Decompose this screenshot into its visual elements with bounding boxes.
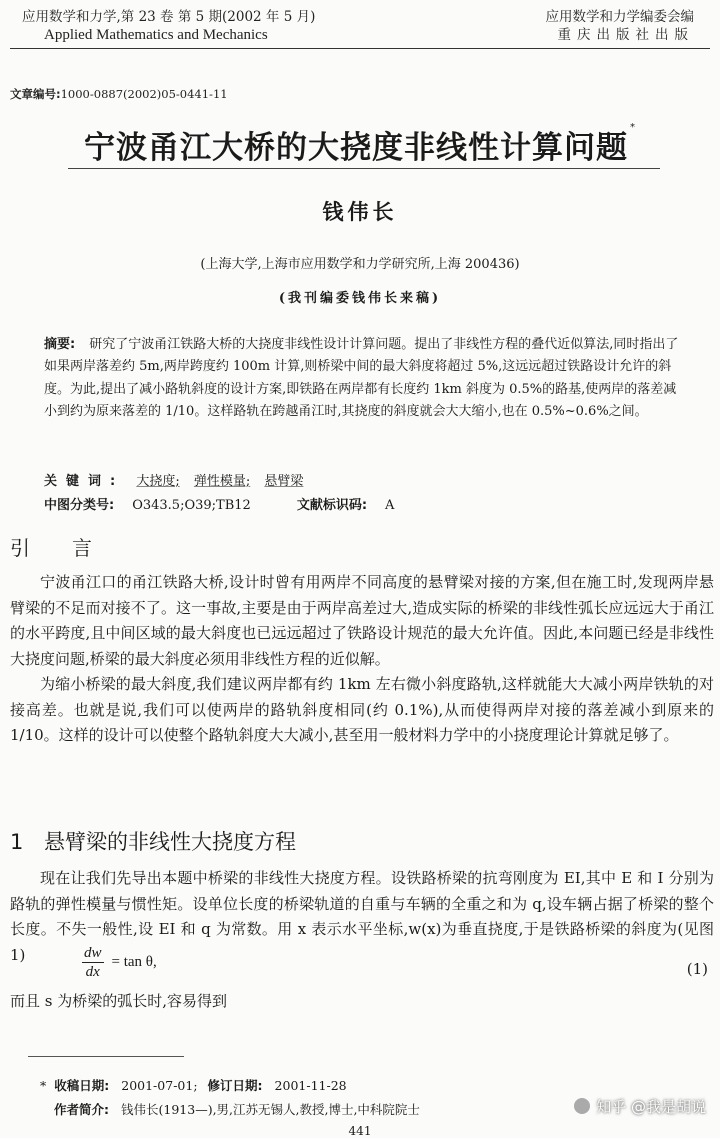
- author-name: 钱伟长: [322, 199, 398, 224]
- section-heading-char: 言: [72, 536, 92, 560]
- section-heading-1: [10, 826, 296, 856]
- section-heading-introduction: [10, 532, 92, 561]
- paragraph-text: 宁波甬江口的甬江铁路大桥,设计时曾有用两岸不同高度的悬臂梁对接的方案,但在施工时,发现两岸悬臂梁的不足而对接不了。这一事故,主要是由于两岸高差过大,造成实际的桥梁的非线性弧长应远远大于甬江的水平跨度,且中间区域的最大斜度也已远远超过了铁路设计规范的最大允许值。因此,本问题已经是非线性大挠度问题,桥梁的最大斜度必须用非线性方程的近似解。: [10, 573, 714, 668]
- watermark-text: 知乎 @我是胡说: [596, 1098, 706, 1116]
- affiliation: (上海大学,上海市应用数学和力学研究所,上海 200436): [200, 257, 520, 272]
- editor-note: (我刊编委钱伟长来稿): [278, 291, 442, 306]
- footnote-star-icon: *: [40, 1078, 47, 1093]
- keywords: [44, 470, 313, 489]
- equation-numerator: dw: [84, 945, 102, 961]
- revised-date: 2001-11-28: [274, 1078, 347, 1093]
- paper-title: [0, 122, 720, 167]
- section-heading-char: 引: [10, 536, 30, 560]
- keyword-item: 悬臂梁: [264, 474, 304, 489]
- received-date: 2001-07-01;: [121, 1078, 198, 1093]
- equation-fraction: [82, 944, 104, 981]
- intro-paragraph-1: [10, 570, 714, 672]
- equation-denominator: dx: [85, 964, 100, 980]
- equation-1: [82, 944, 157, 981]
- header-rule: [10, 48, 710, 49]
- section-number: 1: [10, 830, 24, 854]
- footnote-rule: [28, 1056, 184, 1057]
- watermark: [574, 1096, 706, 1117]
- article-number-value: 1000-0887(2002)05-0441-11: [60, 87, 228, 101]
- journal-line: 应用数学和力学,第 23 卷 第 5 期(2002 年 5 月): [22, 9, 316, 25]
- title-footnote-mark: *: [630, 122, 636, 133]
- equation-number: (1): [686, 960, 708, 978]
- bio-label: 作者简介:: [54, 1102, 109, 1117]
- bio-text: 钱伟长(1913—),男,江苏无锡人,教授,博士,中科院院士: [121, 1102, 420, 1117]
- paper-title-text: 宁波甬江大桥的大挠度非线性计算问题: [84, 130, 628, 166]
- keywords-label: 关键词:: [44, 474, 125, 489]
- keyword-item: 弹性模量;: [193, 474, 251, 489]
- document-code-value: A: [385, 498, 395, 513]
- journal-english-name: Applied Mathematics and Mechanics: [44, 27, 268, 43]
- page-number: 441: [348, 1124, 372, 1138]
- footnote-dates: [40, 1076, 347, 1094]
- title-underline: [68, 168, 660, 169]
- zhihu-logo-icon: [574, 1098, 590, 1114]
- classification-label: 中图分类号:: [44, 498, 115, 513]
- footnote-author-bio: [54, 1100, 420, 1118]
- keyword-item: 大挠度;: [136, 474, 180, 489]
- classification-value: O343.5;O39;TB12: [132, 498, 251, 513]
- publisher-line-1: 应用数学和力学编委会编: [545, 9, 694, 25]
- section1-paragraph-2: 而且 s 为桥梁的弧长时,容易得到: [10, 992, 228, 1010]
- intro-paragraph-2: [10, 672, 714, 749]
- classification: [44, 494, 394, 513]
- abstract: [44, 334, 680, 424]
- section-title: 悬臂梁的非线性大挠度方程: [44, 830, 296, 854]
- abstract-text: 研究了宁波甬江铁路大桥的大挠度非线性设计计算问题。提出了非线性方程的叠代近似算法,同时指出了如果两岸落差约 5m,两岸跨度约 100m 计算,则桥梁中间的最大斜度将超过 5%,这远远超过铁路设计允许的斜度。为此,提出了减小路轨斜度的设计方案,即铁路在两岸都有长度约 1km 斜度为 0.5%的路基,使两岸的落差减小到约为原来落差的 1/10。这样路轨在跨越甬江时,其挠度的斜度就会大大缩小,也在 0.5%~0.6%之间。: [44, 337, 679, 420]
- publisher-line-2: 重庆出版社出版: [557, 27, 694, 43]
- article-number: [10, 86, 228, 102]
- article-number-label: 文章编号:: [10, 87, 61, 101]
- received-label: 收稿日期:: [54, 1078, 110, 1093]
- revised-label: 修订日期:: [207, 1078, 263, 1093]
- paragraph-text: 现在让我们先导出本题中桥梁的非线性大挠度方程。设铁路桥梁的抗弯刚度为 EI,其中 E 和 I 分别为路轨的弹性模量与惯性矩。设单位长度的桥梁轨道的自重与车辆的全重之和为 q,设车辆占据了桥梁的整个长度。不失一般性,设 EI 和 q 为常数。用 x 表示水平坐标,w(x)为垂直挠度,于是铁路桥梁的斜度为(见图 1): [10, 869, 714, 964]
- document-code-label: 文献标识码:: [296, 498, 368, 513]
- equation-rhs: = tan θ,: [111, 954, 157, 970]
- abstract-label: 摘要:: [44, 337, 76, 352]
- paragraph-text: 为缩小桥梁的最大斜度,我们建议两岸都有约 1km 左右微小斜度路轨,这样就能大大减小两岸铁轨的对接高差。也就是说,我们可以使两岸的路轨斜度相同(约 0.1%),从而使得两岸对接的落差减小到原来的 1/10。这样的设计可以使整个路轨斜度大大减小,甚至用一般材料力学中的小挠度理论计算就足够了。: [10, 675, 714, 745]
